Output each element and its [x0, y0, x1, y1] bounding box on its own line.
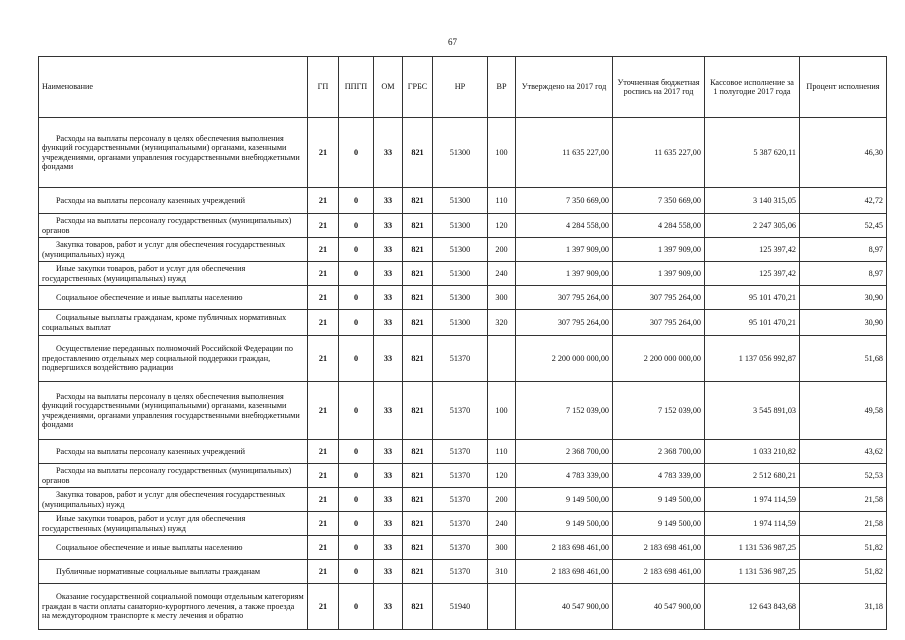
cell-nr: 51370 — [433, 464, 488, 488]
table-row — [39, 584, 887, 630]
cell-ppgp: 0 — [339, 238, 374, 262]
page-number: 67 — [448, 37, 457, 47]
cell-vr — [488, 336, 516, 382]
cell-nr: 51300 — [433, 310, 488, 336]
cell-om: 33 — [374, 464, 403, 488]
cell-cash: 12 643 843,68 — [705, 584, 800, 630]
cell-ppgp: 0 — [339, 464, 374, 488]
cell-grbs: 821 — [403, 238, 433, 262]
row-name-text: Расходы на выплаты персоналу казенных учреждений — [56, 195, 245, 205]
cell-revised: 40 547 900,00 — [613, 584, 705, 630]
cell-ppgp: 0 — [339, 488, 374, 512]
cell-name — [39, 310, 308, 336]
cell-om: 33 — [374, 286, 403, 310]
col-header-grbs: ГРБС — [403, 57, 433, 118]
cell-nr: 51370 — [433, 536, 488, 560]
table-header-row — [39, 57, 887, 118]
row-name-text: Расходы на выплаты персоналу государственных (муниципальных) органов — [42, 216, 292, 235]
cell-percent: 52,53 — [800, 464, 887, 488]
cell-approved: 7 350 669,00 — [516, 188, 613, 214]
row-name-text: Закупка товаров, работ и услуг для обеспечения государственных (муниципальных) нужд — [42, 240, 286, 259]
cell-gp: 21 — [308, 464, 339, 488]
cell-vr: 310 — [488, 560, 516, 584]
cell-percent: 8,97 — [800, 262, 887, 286]
cell-approved: 1 397 909,00 — [516, 238, 613, 262]
cell-nr: 51370 — [433, 382, 488, 440]
cell-percent: 49,58 — [800, 382, 887, 440]
cell-ppgp: 0 — [339, 286, 374, 310]
cell-vr: 240 — [488, 512, 516, 536]
col-header-approved: Утверждено на 2017 год — [516, 57, 613, 118]
cell-gp: 21 — [308, 382, 339, 440]
cell-name — [39, 512, 308, 536]
row-name-text: Оказание государственной социальной помощи отдельным категориям граждан в части оплаты санаторно-курортного лечения, а также проезда на междугородном транспорте к месту лечения и обратно — [42, 592, 304, 621]
cell-gp: 21 — [308, 560, 339, 584]
cell-om: 33 — [374, 584, 403, 630]
cell-cash: 3 545 891,03 — [705, 382, 800, 440]
budget-table — [38, 56, 887, 630]
cell-revised: 9 149 500,00 — [613, 512, 705, 536]
cell-om: 33 — [374, 336, 403, 382]
cell-ppgp: 0 — [339, 584, 374, 630]
cell-ppgp: 0 — [339, 118, 374, 188]
cell-vr: 300 — [488, 286, 516, 310]
cell-ppgp: 0 — [339, 336, 374, 382]
cell-percent: 51,82 — [800, 536, 887, 560]
table-row — [39, 286, 887, 310]
cell-grbs: 821 — [403, 536, 433, 560]
table-row — [39, 238, 887, 262]
table-row — [39, 262, 887, 286]
col-header-om: ОМ — [374, 57, 403, 118]
cell-grbs: 821 — [403, 584, 433, 630]
row-name-text: Социальное обеспечение и иные выплаты населению — [56, 292, 243, 302]
table-row — [39, 188, 887, 214]
cell-om: 33 — [374, 214, 403, 238]
cell-grbs: 821 — [403, 286, 433, 310]
cell-approved: 2 200 000 000,00 — [516, 336, 613, 382]
cell-ppgp: 0 — [339, 512, 374, 536]
cell-vr: 300 — [488, 536, 516, 560]
cell-name — [39, 286, 308, 310]
col-header-gp: ГП — [308, 57, 339, 118]
cell-revised: 1 397 909,00 — [613, 238, 705, 262]
row-name-text: Закупка товаров, работ и услуг для обеспечения государственных (муниципальных) нужд — [42, 490, 286, 509]
cell-percent: 21,58 — [800, 512, 887, 536]
cell-percent: 21,58 — [800, 488, 887, 512]
cell-vr: 100 — [488, 382, 516, 440]
cell-revised: 307 795 264,00 — [613, 310, 705, 336]
cell-vr: 320 — [488, 310, 516, 336]
cell-vr: 110 — [488, 440, 516, 464]
cell-name — [39, 440, 308, 464]
cell-grbs: 821 — [403, 488, 433, 512]
cell-revised: 9 149 500,00 — [613, 488, 705, 512]
cell-nr: 51300 — [433, 188, 488, 214]
cell-cash: 95 101 470,21 — [705, 310, 800, 336]
cell-gp: 21 — [308, 310, 339, 336]
cell-percent: 43,62 — [800, 440, 887, 464]
cell-cash: 2 512 680,21 — [705, 464, 800, 488]
col-header-cash: Кассовое исполнение за 1 полугодие 2017 года — [705, 57, 800, 118]
table-row — [39, 464, 887, 488]
table-row — [39, 214, 887, 238]
cell-revised: 2 183 698 461,00 — [613, 560, 705, 584]
cell-grbs: 821 — [403, 440, 433, 464]
cell-revised: 1 397 909,00 — [613, 262, 705, 286]
cell-revised: 11 635 227,00 — [613, 118, 705, 188]
cell-name — [39, 188, 308, 214]
cell-percent: 51,82 — [800, 560, 887, 584]
cell-nr: 51370 — [433, 336, 488, 382]
cell-percent: 30,90 — [800, 286, 887, 310]
cell-cash: 1 137 056 992,87 — [705, 336, 800, 382]
cell-name — [39, 560, 308, 584]
cell-om: 33 — [374, 238, 403, 262]
cell-vr: 240 — [488, 262, 516, 286]
cell-gp: 21 — [308, 336, 339, 382]
cell-om: 33 — [374, 382, 403, 440]
cell-approved: 2 183 698 461,00 — [516, 560, 613, 584]
table-row — [39, 336, 887, 382]
cell-om: 33 — [374, 560, 403, 584]
cell-percent: 31,18 — [800, 584, 887, 630]
cell-approved: 40 547 900,00 — [516, 584, 613, 630]
cell-revised: 7 350 669,00 — [613, 188, 705, 214]
cell-cash: 3 140 315,05 — [705, 188, 800, 214]
cell-ppgp: 0 — [339, 262, 374, 286]
cell-om: 33 — [374, 440, 403, 464]
cell-nr: 51370 — [433, 512, 488, 536]
cell-approved: 2 183 698 461,00 — [516, 536, 613, 560]
cell-om: 33 — [374, 536, 403, 560]
cell-nr: 51370 — [433, 440, 488, 464]
cell-gp: 21 — [308, 118, 339, 188]
cell-gp: 21 — [308, 238, 339, 262]
cell-approved: 1 397 909,00 — [516, 262, 613, 286]
table-row — [39, 536, 887, 560]
cell-percent: 8,97 — [800, 238, 887, 262]
cell-grbs: 821 — [403, 560, 433, 584]
cell-nr: 51300 — [433, 214, 488, 238]
cell-name — [39, 336, 308, 382]
cell-approved: 307 795 264,00 — [516, 310, 613, 336]
cell-percent: 52,45 — [800, 214, 887, 238]
cell-cash: 1 033 210,82 — [705, 440, 800, 464]
table-row — [39, 118, 887, 188]
cell-percent: 46,30 — [800, 118, 887, 188]
cell-percent: 42,72 — [800, 188, 887, 214]
cell-om: 33 — [374, 262, 403, 286]
table-row — [39, 488, 887, 512]
row-name-text: Иные закупки товаров, работ и услуг для обеспечения государственных (муниципальных) нужд — [42, 514, 246, 533]
cell-cash: 95 101 470,21 — [705, 286, 800, 310]
cell-nr: 51300 — [433, 286, 488, 310]
cell-gp: 21 — [308, 512, 339, 536]
cell-revised: 2 200 000 000,00 — [613, 336, 705, 382]
table-row — [39, 310, 887, 336]
cell-percent: 30,90 — [800, 310, 887, 336]
cell-cash: 1 131 536 987,25 — [705, 560, 800, 584]
table-row — [39, 560, 887, 584]
cell-name — [39, 238, 308, 262]
cell-approved: 9 149 500,00 — [516, 488, 613, 512]
cell-approved: 307 795 264,00 — [516, 286, 613, 310]
cell-grbs: 821 — [403, 310, 433, 336]
row-name-text: Социальные выплаты гражданам, кроме публичных нормативных социальных выплат — [42, 313, 287, 332]
cell-cash: 125 397,42 — [705, 238, 800, 262]
cell-ppgp: 0 — [339, 310, 374, 336]
cell-cash: 2 247 305,06 — [705, 214, 800, 238]
cell-vr: 100 — [488, 118, 516, 188]
cell-name — [39, 488, 308, 512]
cell-revised: 4 284 558,00 — [613, 214, 705, 238]
cell-ppgp: 0 — [339, 188, 374, 214]
col-header-name: Наименование — [39, 57, 308, 118]
col-header-ppgp: ППГП — [339, 57, 374, 118]
cell-nr: 51300 — [433, 262, 488, 286]
cell-grbs: 821 — [403, 336, 433, 382]
cell-approved: 2 368 700,00 — [516, 440, 613, 464]
cell-gp: 21 — [308, 286, 339, 310]
cell-vr: 200 — [488, 488, 516, 512]
cell-cash: 1 131 536 987,25 — [705, 536, 800, 560]
cell-gp: 21 — [308, 214, 339, 238]
row-name-text: Расходы на выплаты персоналу государственных (муниципальных) органов — [42, 466, 292, 485]
cell-name — [39, 584, 308, 630]
cell-name — [39, 262, 308, 286]
row-name-text: Расходы на выплаты персоналу казенных учреждений — [56, 446, 245, 456]
cell-gp: 21 — [308, 188, 339, 214]
cell-cash: 1 974 114,59 — [705, 512, 800, 536]
cell-gp: 21 — [308, 262, 339, 286]
cell-grbs: 821 — [403, 188, 433, 214]
cell-percent: 51,68 — [800, 336, 887, 382]
row-name-text: Расходы на выплаты персоналу в целях обеспечения выполнения функций государственными (муниципальными) органами, казенными учреждениями, органами управления государственными внебюджетными фондами — [42, 391, 300, 429]
cell-grbs: 821 — [403, 214, 433, 238]
cell-om: 33 — [374, 488, 403, 512]
cell-om: 33 — [374, 512, 403, 536]
col-header-percent: Процент исполнения — [800, 57, 887, 118]
table-row — [39, 512, 887, 536]
cell-vr: 200 — [488, 238, 516, 262]
col-header-revised: Уточненная бюджетная роспись на 2017 год — [613, 57, 705, 118]
cell-vr: 120 — [488, 214, 516, 238]
cell-om: 33 — [374, 188, 403, 214]
cell-ppgp: 0 — [339, 382, 374, 440]
table-body — [39, 118, 887, 630]
cell-nr: 51300 — [433, 238, 488, 262]
cell-grbs: 821 — [403, 262, 433, 286]
cell-gp: 21 — [308, 536, 339, 560]
cell-approved: 7 152 039,00 — [516, 382, 613, 440]
cell-ppgp: 0 — [339, 536, 374, 560]
cell-ppgp: 0 — [339, 560, 374, 584]
cell-vr: 110 — [488, 188, 516, 214]
cell-cash: 1 974 114,59 — [705, 488, 800, 512]
row-name-text: Иные закупки товаров, работ и услуг для обеспечения государственных (муниципальных) нужд — [42, 264, 246, 283]
row-name-text: Осуществление переданных полномочий Российской Федерации по предоставлению отдельных мер социальной поддержки граждан, подвергшихся воздействию радиации — [42, 344, 293, 373]
cell-ppgp: 0 — [339, 440, 374, 464]
cell-revised: 307 795 264,00 — [613, 286, 705, 310]
cell-vr: 120 — [488, 464, 516, 488]
cell-gp: 21 — [308, 440, 339, 464]
table-row — [39, 440, 887, 464]
cell-grbs: 821 — [403, 464, 433, 488]
row-name-text: Расходы на выплаты персоналу в целях обеспечения выполнения функций государственными (муниципальными) органами, казенными учреждениями, органами управления государственными внебюджетными фондами — [42, 133, 300, 171]
cell-nr: 51300 — [433, 118, 488, 188]
cell-revised: 4 783 339,00 — [613, 464, 705, 488]
row-name-text: Социальное обеспечение и иные выплаты населению — [56, 542, 243, 552]
cell-grbs: 821 — [403, 118, 433, 188]
cell-approved: 9 149 500,00 — [516, 512, 613, 536]
col-header-nr: НР — [433, 57, 488, 118]
cell-revised: 2 368 700,00 — [613, 440, 705, 464]
cell-vr — [488, 584, 516, 630]
cell-approved: 4 284 558,00 — [516, 214, 613, 238]
cell-name — [39, 536, 308, 560]
table-row — [39, 382, 887, 440]
cell-gp: 21 — [308, 488, 339, 512]
cell-nr: 51940 — [433, 584, 488, 630]
cell-revised: 2 183 698 461,00 — [613, 536, 705, 560]
row-name-text: Публичные нормативные социальные выплаты гражданам — [56, 566, 261, 576]
cell-nr: 51370 — [433, 488, 488, 512]
col-header-vr: ВР — [488, 57, 516, 118]
cell-cash: 125 397,42 — [705, 262, 800, 286]
cell-gp: 21 — [308, 584, 339, 630]
cell-name — [39, 382, 308, 440]
cell-approved: 11 635 227,00 — [516, 118, 613, 188]
cell-grbs: 821 — [403, 382, 433, 440]
cell-name — [39, 214, 308, 238]
cell-cash: 5 387 620,11 — [705, 118, 800, 188]
cell-name — [39, 118, 308, 188]
cell-name — [39, 464, 308, 488]
cell-approved: 4 783 339,00 — [516, 464, 613, 488]
cell-om: 33 — [374, 118, 403, 188]
cell-ppgp: 0 — [339, 214, 374, 238]
cell-grbs: 821 — [403, 512, 433, 536]
cell-om: 33 — [374, 310, 403, 336]
cell-nr: 51370 — [433, 560, 488, 584]
cell-revised: 7 152 039,00 — [613, 382, 705, 440]
